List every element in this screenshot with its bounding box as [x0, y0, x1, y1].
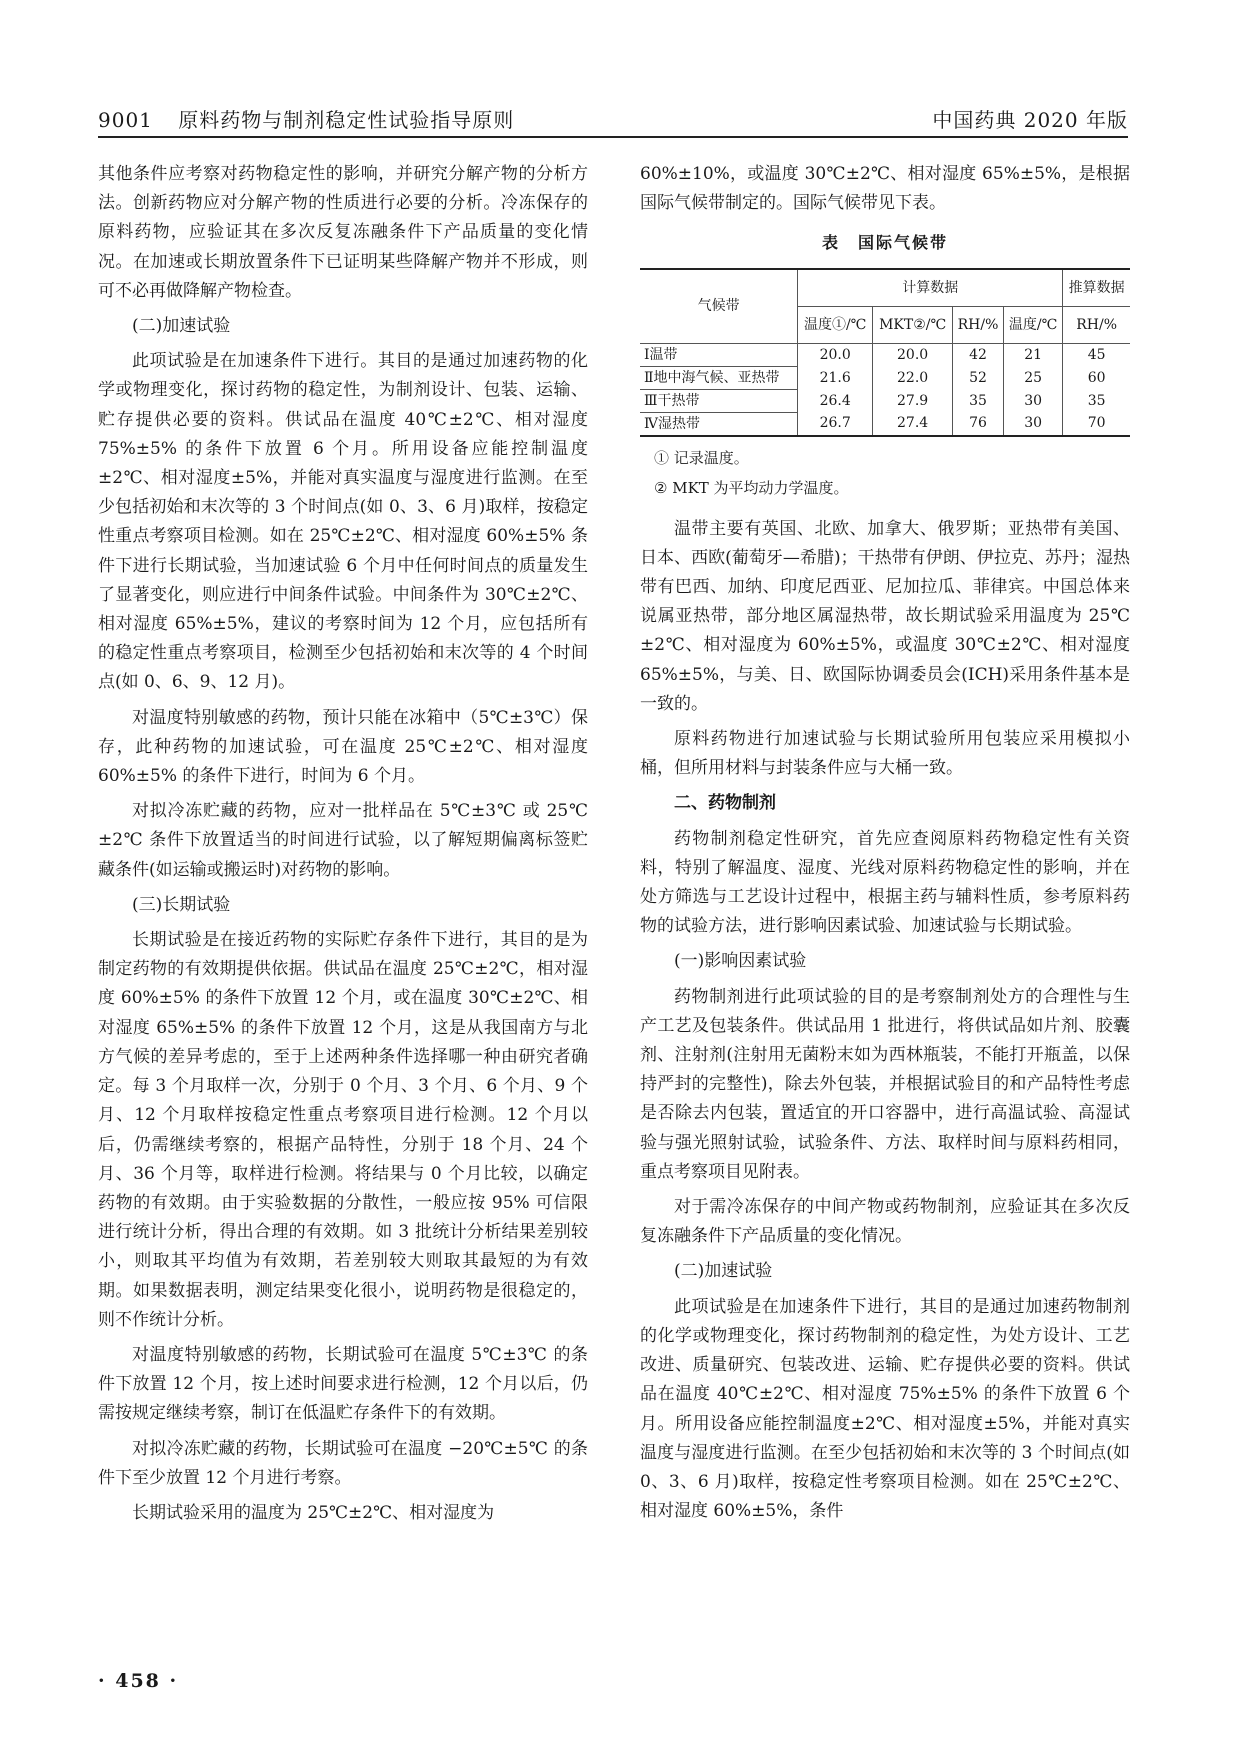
table-header-temp2: 温度/℃ [1003, 306, 1062, 343]
paragraph: 长期试验采用的温度为 25℃±2℃、相对湿度为 [132, 1502, 495, 1523]
table-cell: 76 [953, 412, 1004, 436]
table-header-rh2: RH/% [1063, 306, 1130, 343]
table-cell: Ⅳ湿热带 [640, 412, 798, 436]
table-cell: 20.0 [798, 343, 873, 366]
section-heading: (三)长期试验 [132, 894, 231, 915]
table-note: ① 记录温度。 [654, 448, 749, 467]
paragraph: 对温度特别敏感的药物，预计只能在冰箱中（5℃±3℃）保存，此种药物的加速试验，可在温度 25℃±2℃、相对湿度 60%±5% 的条件下进行，时间为 6 个月。 [98, 707, 588, 787]
section-heading: (二)加速试验 [132, 316, 231, 337]
table-cell: Ⅰ温带 [640, 343, 798, 366]
paragraph: 其他条件应考察对药物稳定性的影响，并研究分解产物的分析方法。创新药物应对分解产物的性质进行必要的分析。冷冻保存的原料药物，应验证其在多次反复冻融条件下产品质量的变化情况。在加速或长期放置条件下已证明某些降解产物并不形成，则可不必再做降解产物检查。 [98, 164, 588, 301]
paragraph: 60%±10%，或温度 30℃±2℃、相对湿度 65%±5%，是根据国际气候带制定的。国际气候带见下表。 [640, 164, 1130, 214]
paragraph: 温带主要有英国、北欧、加拿大、俄罗斯；亚热带有美国、日本、西欧(葡萄牙—希腊)；干热带有伊朗、伊拉克、苏丹；湿热带有巴西、加纳、印度尼西亚、尼加拉瓜、菲律宾。中国总体来说属亚热带，部分地区属湿热带，故长期试验采用温度为 25℃±2℃、相对湿度为 60%±5%，或温度 30℃±2℃、相对湿度 65%±5%，与美、日、欧国际协调委员会(ICH)采用条件基本是一致的。 [640, 518, 1130, 714]
table-cell: Ⅲ干热带 [640, 389, 798, 412]
table-cell: 35 [1063, 389, 1130, 412]
table-header-calc: 计算数据 [798, 269, 1063, 307]
paragraph: 原料药物进行加速试验与长期试验所用包装应采用模拟小桶，但所用材料与封装条件应与大桶一致。 [640, 729, 1130, 779]
page-number: · 458 · [98, 1670, 179, 1692]
table-cell: Ⅱ地中海气候、亚热带 [640, 366, 798, 389]
table-cell: 42 [953, 343, 1004, 366]
section-heading: (二)加速试验 [674, 1261, 773, 1282]
table-cell: 20.0 [873, 343, 953, 366]
table-header-mkt: MKT②/℃ [873, 306, 953, 343]
paragraph: 长期试验是在接近药物的实际贮存条件下进行，其目的是为制定药物的有效期提供依据。供试品在温度 25℃±2℃，相对湿度 60%±5% 的条件下放置 12 个月，或在温度 30℃±2℃、相对湿度 65%±5% 的条件下放置 12 个月，这是从我国南方与北方气候的差异考虑的，至于上述两种条件选择哪一种由研究者确定。每 3 个月取样一次，分别于 0 个月、3 个月、6 个月、9 个月、12 个月取样按稳定性重点考察项目进行检测。12 个月以后，仍需继续考察的，根据产品特性，分别于 18 个月、24 个月、36 个月等，取样进行检测。将结果与 0 个月比较，以确定药物的有效期。由于实验数据的分散性，一般应按 95% 可信限进行统计分析，得出合理的有效期。如 3 批统计分析结果差别较小，则取其平均值为有效期，若差别较大则取其最短的为有效期。如果数据表明，测定结果变化很小，说明药物是很稳定的，则不作统计分析。 [98, 930, 588, 1330]
table-row [640, 389, 1130, 412]
table-cell: 60 [1063, 366, 1130, 389]
table-cell: 30 [1003, 412, 1062, 436]
table-note: ② MKT 为平均动力学温度。 [654, 478, 849, 497]
table-cell: 25 [1003, 366, 1062, 389]
paragraph: 药物制剂稳定性研究，首先应查阅原料药物稳定性有关资料，特别了解温度、湿度、光线对原料药物稳定性的影响，并在处方筛选与工艺设计过程中，根据主药与辅料性质，参考原料药物的试验方法，进行影响因素试验、加速试验与长期试验。 [640, 828, 1130, 937]
table-cell: 26.4 [798, 389, 873, 412]
table-row [640, 366, 1130, 389]
table-row [640, 343, 1130, 366]
paragraph: 对拟冷冻贮藏的药物，应对一批样品在 5℃±3℃ 或 25℃±2℃ 条件下放置适当的时间进行试验，以了解短期偏离标签贮藏条件(如运输或搬运时)对药物的影响。 [98, 801, 588, 880]
table-header-rh: RH/% [953, 306, 1004, 343]
header-code: 9001 [98, 108, 153, 132]
table-cell: 26.7 [798, 412, 873, 436]
section-heading: (一)影响因素试验 [674, 951, 807, 972]
section-heading: 二、药物制剂 [674, 793, 776, 814]
paragraph: 药物制剂进行此项试验的目的是考察制剂处方的合理性与生产工艺及包装条件。供试品用 1 批进行，将供试品如片剂、胶囊剂、注射剂(注射用无菌粉末如为西林瓶装，不能打开瓶盖，以保持严封的完整性)，除去外包装，并根据试验目的和产品特性考虑是否除去内包装，置适宜的开口容器中，进行高温试验、高湿试验与强光照射试验，试验条件、方法、取样时间与原料药相同，重点考察项目见附表。 [640, 986, 1130, 1182]
table-cell: 21.6 [798, 366, 873, 389]
table-cell: 22.0 [873, 366, 953, 389]
table-cell: 70 [1063, 412, 1130, 436]
table-cell: 45 [1063, 343, 1130, 366]
table-caption: 表 国际气候带 [821, 233, 948, 253]
table-header-zone: 气候带 [640, 269, 798, 344]
header-left [98, 104, 514, 133]
table-cell: 30 [1003, 389, 1062, 412]
paragraph: 此项试验是在加速条件下进行。其目的是通过加速药物的化学或物理变化，探讨药物的稳定性，为制剂设计、包装、运输、贮存提供必要的资料。供试品在温度 40℃±2℃、相对湿度 75%±5% 的条件下放置 6 个月。所用设备应能控制温度±2℃、相对湿度±5%，并能对真实温度与湿度进行监测。在至少包括初始和末次等的 3 个时间点(如 0、3、6 月)取样，按稳定性重点考察项目检测。如在 25℃±2℃、相对湿度 60%±5% 条件下进行长期试验，当加速试验 6 个月中任何时间点的质量发生了显著变化，则应进行中间条件试验。中间条件为 30℃±2℃、相对湿度 65%±5%，建议的考察时间为 12 个月，应包括所有的稳定性重点考察项目，检测至少包括初始和末次等的 4 个时间点(如 0、6、9、12 月)。 [98, 351, 588, 693]
table-cell: 35 [953, 389, 1004, 412]
left-column [98, 160, 588, 1534]
table-notes [654, 443, 1130, 503]
header-title: 原料药物与制剂稳定性试验指导原则 [178, 108, 515, 132]
climate-zone-table [640, 268, 1130, 437]
paragraph: 对于需冷冻保存的中间产物或药物制剂，应验证其在多次反复冻融条件下产品质量的变化情况。 [640, 1197, 1130, 1247]
header-book: 中国药典 2020 年版 [932, 108, 1128, 132]
page-header [98, 96, 1128, 138]
table-row [640, 412, 1130, 436]
table-header-est: 推算数据 [1063, 269, 1130, 307]
right-column [640, 160, 1130, 1532]
table-cell: 27.4 [873, 412, 953, 436]
table-cell: 21 [1003, 343, 1062, 366]
table-cell: 52 [953, 366, 1004, 389]
paragraph: 对拟冷冻贮藏的药物，长期试验可在温度 −20℃±5℃ 的条件下至少放置 12 个月进行考察。 [98, 1438, 588, 1488]
paragraph: 对温度特别敏感的药物，长期试验可在温度 5℃±3℃ 的条件下放置 12 个月，按上述时间要求进行检测，12 个月以后，仍需按规定继续考察，制订在低温贮存条件下的有效期。 [98, 1344, 588, 1424]
table-cell: 27.9 [873, 389, 953, 412]
paragraph: 此项试验是在加速条件下进行，其目的是通过加速药物制剂的化学或物理变化，探讨药物制剂的稳定性，为处方设计、工艺改进、质量研究、包装改进、运输、贮存提供必要的资料。供试品在温度 40℃±2℃、相对湿度 75%±5% 的条件下放置 6 个月。所用设备应能控制温度±2℃、相对湿度±5%，并能对真实温度与湿度进行监测。在至少包括初始和末次等的 3 个时间点(如 0、3、6 月)取样，按稳定性考察项目检测。如在 25℃±2℃、相对湿度 60%±5%，条件 [640, 1296, 1130, 1522]
table-header-temp: 温度①/℃ [798, 306, 873, 343]
